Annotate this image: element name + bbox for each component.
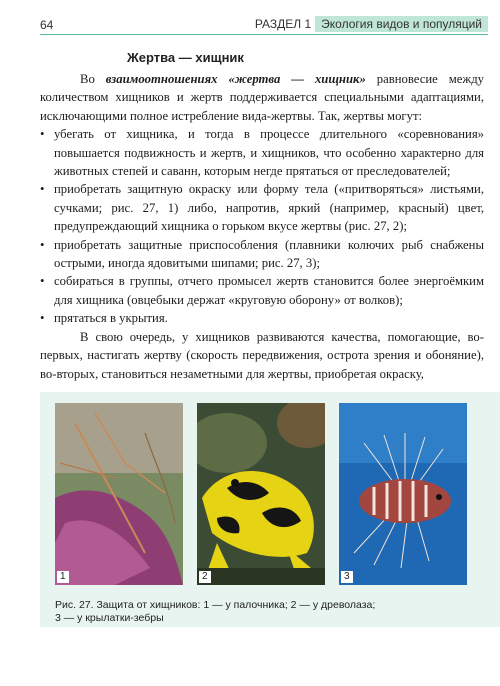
figure-panel <box>40 392 500 627</box>
bullet-item: • приобретать защитную окраску или форму тела («притворяться» листьями, сучками; рис. 27, 1) либо, напротив, яркий (например, красный) цвет, предупреждающий хищника о горьком вкусе жертвы (рис. 27, 2); <box>40 180 484 235</box>
section-name: Экология видов и популяций <box>315 16 488 32</box>
dart-frog-photo <box>197 403 325 585</box>
section-heading: Жертва — хищник <box>127 50 244 65</box>
intro-prefix: Во <box>80 72 106 86</box>
caption-line: 3 — у крылатки-зебры <box>55 612 164 624</box>
caption-line: Рис. 27. Защита от хищников: 1 — у палочника; 2 — у древолаза; <box>55 599 376 611</box>
running-header <box>255 16 488 32</box>
intro-emphasis: взаимоотношениях «жертва — хищник» <box>105 72 366 86</box>
figure-caption <box>55 599 485 625</box>
photo-number: 1 <box>57 571 69 583</box>
section-label: РАЗДЕЛ 1 <box>254 17 312 31</box>
photo-number: 3 <box>341 571 353 583</box>
bullet-item: • прятаться в укрытия. <box>40 309 484 327</box>
page-header <box>0 0 500 40</box>
bullet-item: • приобретать защитные приспособления (плавники колючих рыб снабжены острыми, иногда ядовитыми шипами; рис. 27, 3); <box>40 236 484 273</box>
body-text <box>40 70 484 383</box>
intro-rest: равновесие между количеством хищников и жертв поддерживается специальными адаптациями, исключающими полное истребление вида-жертвы. Так, жертвы могут: <box>40 72 484 123</box>
intro-paragraph <box>40 70 484 125</box>
photo-number: 2 <box>199 571 211 583</box>
header-divider <box>40 34 488 35</box>
bullet-item: • убегать от хищника, и тогда в процессе длительного «соревнования» повышается подвижность и жертв, и хищников, что особенно характерно для животных степей и саванн, которым негде прятаться от преследователей; <box>40 125 484 180</box>
closing-paragraph: В свою очередь, у хищников развиваются качества, помогающие, во-первых, настигать жертву (скорость передвижения, острота зрения и обоняние), во-вторых, становиться незаметными для жертвы, приобретая окраску, <box>40 329 484 381</box>
bullet-item: • собираться в группы, отчего промысел жертв становится более энергоёмким для хищника (овцебыки держат «круговую оборону» от волков); <box>40 272 484 309</box>
page-number: 64 <box>40 18 54 32</box>
stick-insect-photo <box>55 403 183 585</box>
lionfish-photo <box>339 403 467 585</box>
